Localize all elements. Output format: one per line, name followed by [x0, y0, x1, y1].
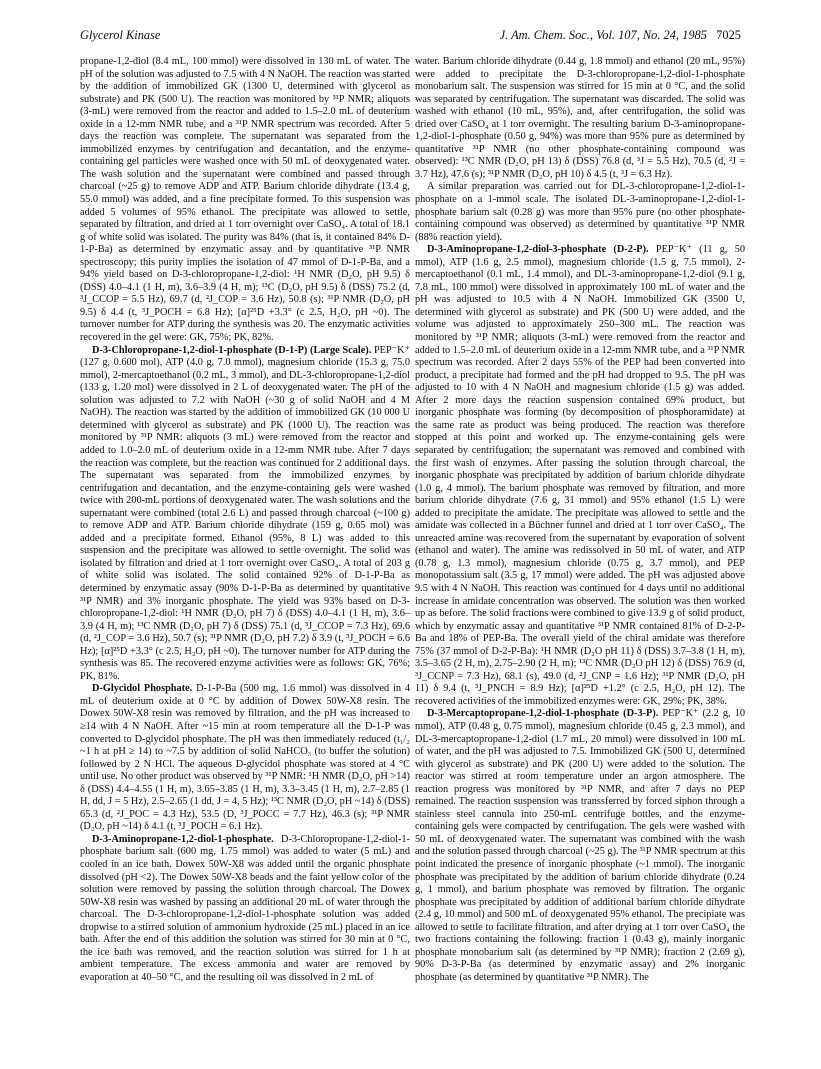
section-heading: D-3-Mercaptopropane-1,2-diol-1-phosphate (D-3-P).: [427, 708, 659, 720]
paragraph-text: D-3-Chloropropane-1,2-diol-1-phosphate barium salt (600 mg, 1.75 mmol) was added to water (5 mL) and cooled in an ice bath. Dowex 50W-X8 was added until the organic phosphate dissolved (pH <2). The Dowex 50W-X8 beads and the faint yellow color of the solution were removed by passing the solution through charcoal. The Dowex 50W-X8 resin was washed by passing an additional 20 mL of water through the charcoal. The D-3-chloropropane-1,2-diol-1-phosphate solution was added dropwise to a stirred solution of ammonium hydroxide (25 mL) placed in an ice bath. After the end of this addition the solution was stirred for 30 min at 0 °C, the ice bath was removed, and the reaction solution was stirred for 1 h at ambient temperature. The excess ammonia and water are removed by evaporation at 40–50 °C, and the resulting oil was dissolved in 2 mL of: [80, 833, 410, 983]
paragraph: [415, 181, 745, 244]
journal-reference: J. Am. Chem. Soc., Vol. 107, No. 24, 1985: [499, 28, 707, 42]
paragraph-text: D-1-P-Ba (500 mg, 1.6 mmol) was dissolved in 4 mL of deuterium oxide at 0 °C by addition of Dowex 50W-X8 resin. The Dowex 50W-X8 resin was removed by filtration, and the pH was increased to ≥14 with 4 N NaOH. After ~15 min at room temperature all the D-1-P was converted to D-glycidol phosphate. The pH was then immediately reduced (t₁/₂ ~1 h at pH ≥ 14) to ~7.5 by addition of solid NaHCO₃ (to buffer the solution) followed by 2 N HCl. The aqueous D-glycidol phosphate was stored at 4 °C until use. No other product was observed by ³¹P NMR: ¹H NMR (D₂O, pH >14) δ (DSS) 4.4–4.55 (1 H, m), 3.65–3.85 (1 H, m), 3.3–3.45 (1 H, m), 2.7–2.85 (1 H, dd, J = 5 Hz), 2.5–2.65 (1 dd, J = 4, 5 Hz); ¹³C NMR (D₂O, pH ~14) δ (DSS) 65.3 (d, ²J_POC = 4.3 Hz), 53.5 (D, ³J_POCC = 7.7 Hz), 46.3 (s); ³¹P NMR (D₂O, pH ~14) δ 4.1 (t, ³J_POCH = 6.1 Hz).: [80, 683, 410, 833]
journal-citation: [500, 27, 741, 43]
paragraph-text: propane-1,2-diol (8.4 mL, 100 mmol) were dissolved in 130 mL of water. The pH of the solution was adjusted to 7.5 with 4 N NaOH. The reaction was started by the addition of immobilized GK (1300 U, determined with glycerol as substrate) and PK (500 U). The reaction was monitored by ³¹P NMR; aliquots (3-mL) were removed from the reactor and added to 1.5–2.0 mL of deuterium oxide in a 12-mm NMR tube, and a ³¹P NMR spectrum was recorded. After 5 days the reaction was complete. The supernatant was separated from the immobilized enzymes by centrifugation and decantation, and the enzyme-containing gel particles were washed once with 50 mL of deoxygenated water. The wash solution and the supernatant were combined and passed through charcoal (~25 g) to remove ADP and ATP. Barium chloride dihydrate (13.4 g, 55.0 mmol) was added, and a fine precipitate formed. To this suspension was added 5 volumes of 95% ethanol. The precipitate was allowed to settle, separated by filtration, and dried at 1 torr overnight over CaSO₄. A total of 18.1 g of white solid was isolated. The purity was 84% (that is, it contained 84% D-1-P-Ba) as determined by enzymatic assay and by quantitative ³¹P NMR spectroscopy; this purity implies the isolation of 47 mmol of D-1-P-Ba, and a 94% yield based on D-3-chloropropane-1,2-diol: ¹H NMR (D₂O, pH 9.5) δ (DSS) 4.0–4.1 (1 H, m), 3.6–3.9 (4 H, m); ¹³C (D₂O, pH 9.5) δ (DSS) 75.2 (d, ³J_CCOP = 5.5 Hz), 69.7 (d, ²J_COP = 3.6 Hz), 50.8 (s); ³¹P NMR (D₂O, pH 9.5) δ 4.4 (t, ³J_POCH = 6.8 Hz); [α]²⁵D +3.3° (c 2.5, H₂O, pH ~0). The turnover number for ATP during the synthesis was 20. The enzymatic activities recovered in the gel were: GK, 75%; PK, 82%.: [80, 56, 410, 344]
section-heading: D-Glycidol Phosphate.: [92, 683, 193, 695]
page-number: 7025: [716, 28, 741, 42]
right-text-column: [415, 56, 745, 984]
paragraph: [80, 834, 410, 985]
running-title: Glycerol Kinase: [80, 28, 161, 42]
paragraph: [415, 244, 745, 708]
paragraph: [80, 683, 410, 834]
paragraph-text: A similar preparation was carried out for DL-3-chloropropane-1,2-diol-1-phosphate on a 1-mmol scale. The isolated DL-3-aminopropane-1,2-diol-1-phosphate barium salt (0.28 g) was more than 95% pure (no other phosphate-containing compound was observed) as determined by quantitative ³¹P NMR (88% reaction yield).: [415, 181, 745, 243]
section-heading: D-3-Chloropropane-1,2-diol-1-phosphate (D-1-P) (Large Scale).: [92, 344, 372, 356]
running-header: [80, 27, 741, 43]
paragraph-text: PEP⁻K⁺ (2.2 g, 10 mmol), ATP (0.48 g, 0.75 mmol), magnesium chloride (0.45 g, 2.3 mmol), and DL-3-mercaptopropane-1,2-diol (1.7 mL, 20 mmol) were dissolved in 100 mL of water, and the pH was adjusted to 7.5. Immobilized GK (500 U, determined with glycerol as substrate) and PK (200 U) were added to the solution. The reactor was stirred at room temperature under an argon atmosphere. The reaction progress was monitored by ³¹P NMR, and after 7 days no PEP remained. The reaction suspension was transsferred by forced siphon through a stainless steel cannula into 250-mL centrifuge bottles, and the enzyme-containing gels were compacted by centrifugation. The gels were washed with 50 mL of deoxygenated water. The supernatant was combined with the wash and the solution passed through charcoal (~25 g). The ³¹P NMR spectrum at this point indicated the presence of inorganic phosphate (~1 mmol). The inorganic phosphate was precipitated by the addition of barium chloride dihydrate (0.24 g, 1 mmol), and barium phosphate was removed by filtration. The organic phosphate was precipitated by addition of additional barium chloride dihydrate (2.4 g, 10 mmol) and 500 mL of deoxygenated 95% ethanol. The precipiate was allowed to settle to facilitate filtration, and after drying at 1 torr over CaSO₄ the two fractions containing the following: fraction 1 (0.43 g), mainly inorganic phosphate monobarium salt (as determined by ³¹P NMR); fraction 2 (2.69 g), 90% D-3-P-Ba (as determined by enzymatic assay) and 2% inorganic phosphate (as determined by quantitative ³¹P NMR). The: [415, 708, 745, 983]
paragraph-text: PEP⁻K⁺ (11 g, 50 mmol), ATP (1.6 g, 2.5 mmol), magnesium chloride (1.5 g, 7.5 mmol), 2-mercaptoethanol (0.1 mL, 1.4 mmol), and DL-3-aminopropane-1,2-diol (9.1 g, 7.8 mL, 100 mmol) were dissolved in approximately 100 mL of water and the pH was adjusted to 10.5 with 4 N NaOH. Immobilized GK (3500 U, determined with glycerol as substrate) and PK (500 U) were added, and the volume was adjusted to approximately 250–300 mL. The reaction was monitored by ³¹P NMR; aliquots (3-mL) were removed from the reactor and added to 1.5–2.0 mL of deuterium oxide in a 12-mm NMR tube, and a ³¹P NMR spectrum was recorded. After 2 days 55% of the PEP had been converted into product, a precipitate had formed and the pH had dropped to 9.5. The pH was adjusted to 10 with 4 N NaOH and magnesium chloride (1.5 g) was added. After 2 more days the reaction suspension contained 69% product, but inorganic phosphate was forming (by decomposition of phosphoramidate) at the same rate as product was being produced. The reaction was therefore stopped at this point and worked up. The enzyme-containing gels were separated by centrifugation; the supernatant was removed and combined with the first wash of enzymes. After passing the solution through charcoal, the inorganic phosphate was precipitated by addition of barium chloride dihydrate (1.0 g, 4 mmol). The barium phosphate was removed by filtration, and more barium chloride dihydrate (7.6 g, 31 mmol) and 95% ethanol (1.5 L) were added to precipitate the amidate. The precipitate was allowed to settle and the amidate was collected in a Büchner funnel and dried at 1 torr over CaSO₄. The unreacted amine was recovered from the supernatant by evaporation of solvent (ethanol and water). The amine was redissolved in 50 mL of water, and ATP (0.78 g, 1.3 mmol), magnesium chloride (0.75 g, 3.7 mmol), and PEP monopotassium salt (3.5 g, 17 mmol) were added. The pH was adjusted above 9.5 with 4 N NaOH. This reaction was continued for 4 days until no additional increase in amidate concentration was observed. The solution was then worked up as before. The solid fractions were combined to give 13.9 g of solid product, which by enzymatic assay and quantitative ³¹P NMR contained 81% of D-2-P-Ba and 18% of PEP-Ba. The overall yield of the chiral amidate was therefore 75% (37 mmol of D-2-P-Ba): ¹H NMR (D₂O pH 11) δ (DSS) 3.7–3.8 (1 H, m), 3.5–3.65 (2 H, m), 2.75–2.90 (2 H, m); ¹³C NMR (D₂O pH 12) δ (DSS) 76.9 (d, ³J_CCNP = 7.3 Hz), 68.1 (s), 49.0 (d, ²J_CNP = 1.6 Hz); ³¹P NMR (D₂O, pH 11) δ 9.4 (t, ³J_PNCH = 8.9 Hz); [α]²⁵D +1.2° (c 2.5, H₂O, pH 12). The recovered activities of the immobilized enzymes were: GK, 29%; PK, 38%.: [415, 244, 746, 707]
section-heading: D-3-Aminopropane-1,2-diol-1-phosphate.: [92, 833, 274, 845]
paragraph: [80, 345, 410, 684]
paragraph: [80, 56, 410, 345]
paragraph-text: PEP⁻K⁺ (127 g, 0.600 mol), ATP (4.0 g, 7.0 mmol), magnesium chloride (15.3 g, 75.0 mmol), 2-mercaptoethanol (0.2 mL, 3 mmol), and DL-3-chloropropane-1,2-diol (133 g, 1.20 mol) were dissolved in 2 L of deoxygenated water. The pH of the solution was adjusted to 7.2 with NaOH (~30 g of solid NaOH and 4 M NaOH). The reaction was started by the addition of immobilized GK (10 000 U determined with glycerol as substrate) and PK (1000 U). The reaction was monitored by ³¹P NMR: aliquots (3 mL) were removed from the reactor and added to 1.0–2.0 mL of deuterium oxide in a 12-mm NMR tube. After 7 days the reaction was complete, but the reaction was continued for 2 additional days. The supernatant was separated from the immobilized enzymes by centrifugation and decantation, and the enzyme-containing gels were washed twice with 200-mL portions of deoxygenated water. The wash solutions and the supernatant were combined (total 2.6 L) and passed through charcoal (~100 g) to remove ADP and ATP. Barium chloride dihydrate (159 g, 0.65 mol) was added and a precipitate formed. Ethanol (95%, 8 L) was added to this suspension and the precipitate was allowed to settle overnight. The solid was isolated by filtration and dried at 1 torr overnight over CaSO₄. A total of 203 g of white solid was isolated. The solid contained 92% of D-1-P-Ba as determined by enzymatic assay (90% D-1-P-Ba as determined by quantitative ³¹P NMR) and 3% inorganic phosphate. The yield was 93% based on D-3-chloropropane-1,2-diol: ¹H NMR (D₂O, pH 7) δ (DSS) 4.0–4.1 (1 H, m), 3.6–3.9 (4 H, m); ¹³C NMR (D₂O, pH 7) δ (DSS) 75.1 (d, ³J_CCOP = 7.3 Hz), 69.6 (d, ²J_COP = 3.6 Hz), 50.7 (s); ³¹P NMR (D₂O, pH 7.2) δ 3.9 (t, ³J_POCH = 6.6 Hz); [α]²⁵D +3.3° (c 2.5, H₂O, pH ~0). The turnover number for ATP during the synthesis was 85. The recovered enzyme activities were as follows: GK, 76%; PK, 81%.: [80, 344, 411, 682]
left-text-column: [80, 56, 410, 984]
paragraph: [415, 708, 745, 984]
section-heading: D-3-Aminopropane-1,2-diol-3-phosphate (D-2-P).: [427, 244, 649, 256]
paragraph-text: water. Barium chloride dihydrate (0.44 g, 1.8 mmol) and ethanol (20 mL, 95%) were added to precipitate the D-3-chloropropane-1,2-diol-1-phosphate monobarium salt. The suspension was stirred for 15 min at 0 °C, and the solid was separated by centrifugation. The supernatant was discarded. The solid was washed with ethanol (10 mL, 95%), and, after centrifugation, the solid was dried over CaSO₄ at 1 torr overnight. The resulting barium D-3-aminopropane-1,2-diol-1-phosphate (0.50 g, 94%) was more than 95% pure as determined by quantitative ³¹P NMR (no other phosphate-containing compound was observed): ¹³C NMR (D₂O, pH 13) δ (DSS) 76.8 (d, ³J = 5.5 Hz), 70.5 (d, ²J = 3.7 Hz), 47.6 (s); ³¹P NMR (D₂O, pH 10) δ 4.5 (t, ³J = 6.3 Hz).: [415, 56, 745, 180]
paragraph: [415, 56, 745, 181]
